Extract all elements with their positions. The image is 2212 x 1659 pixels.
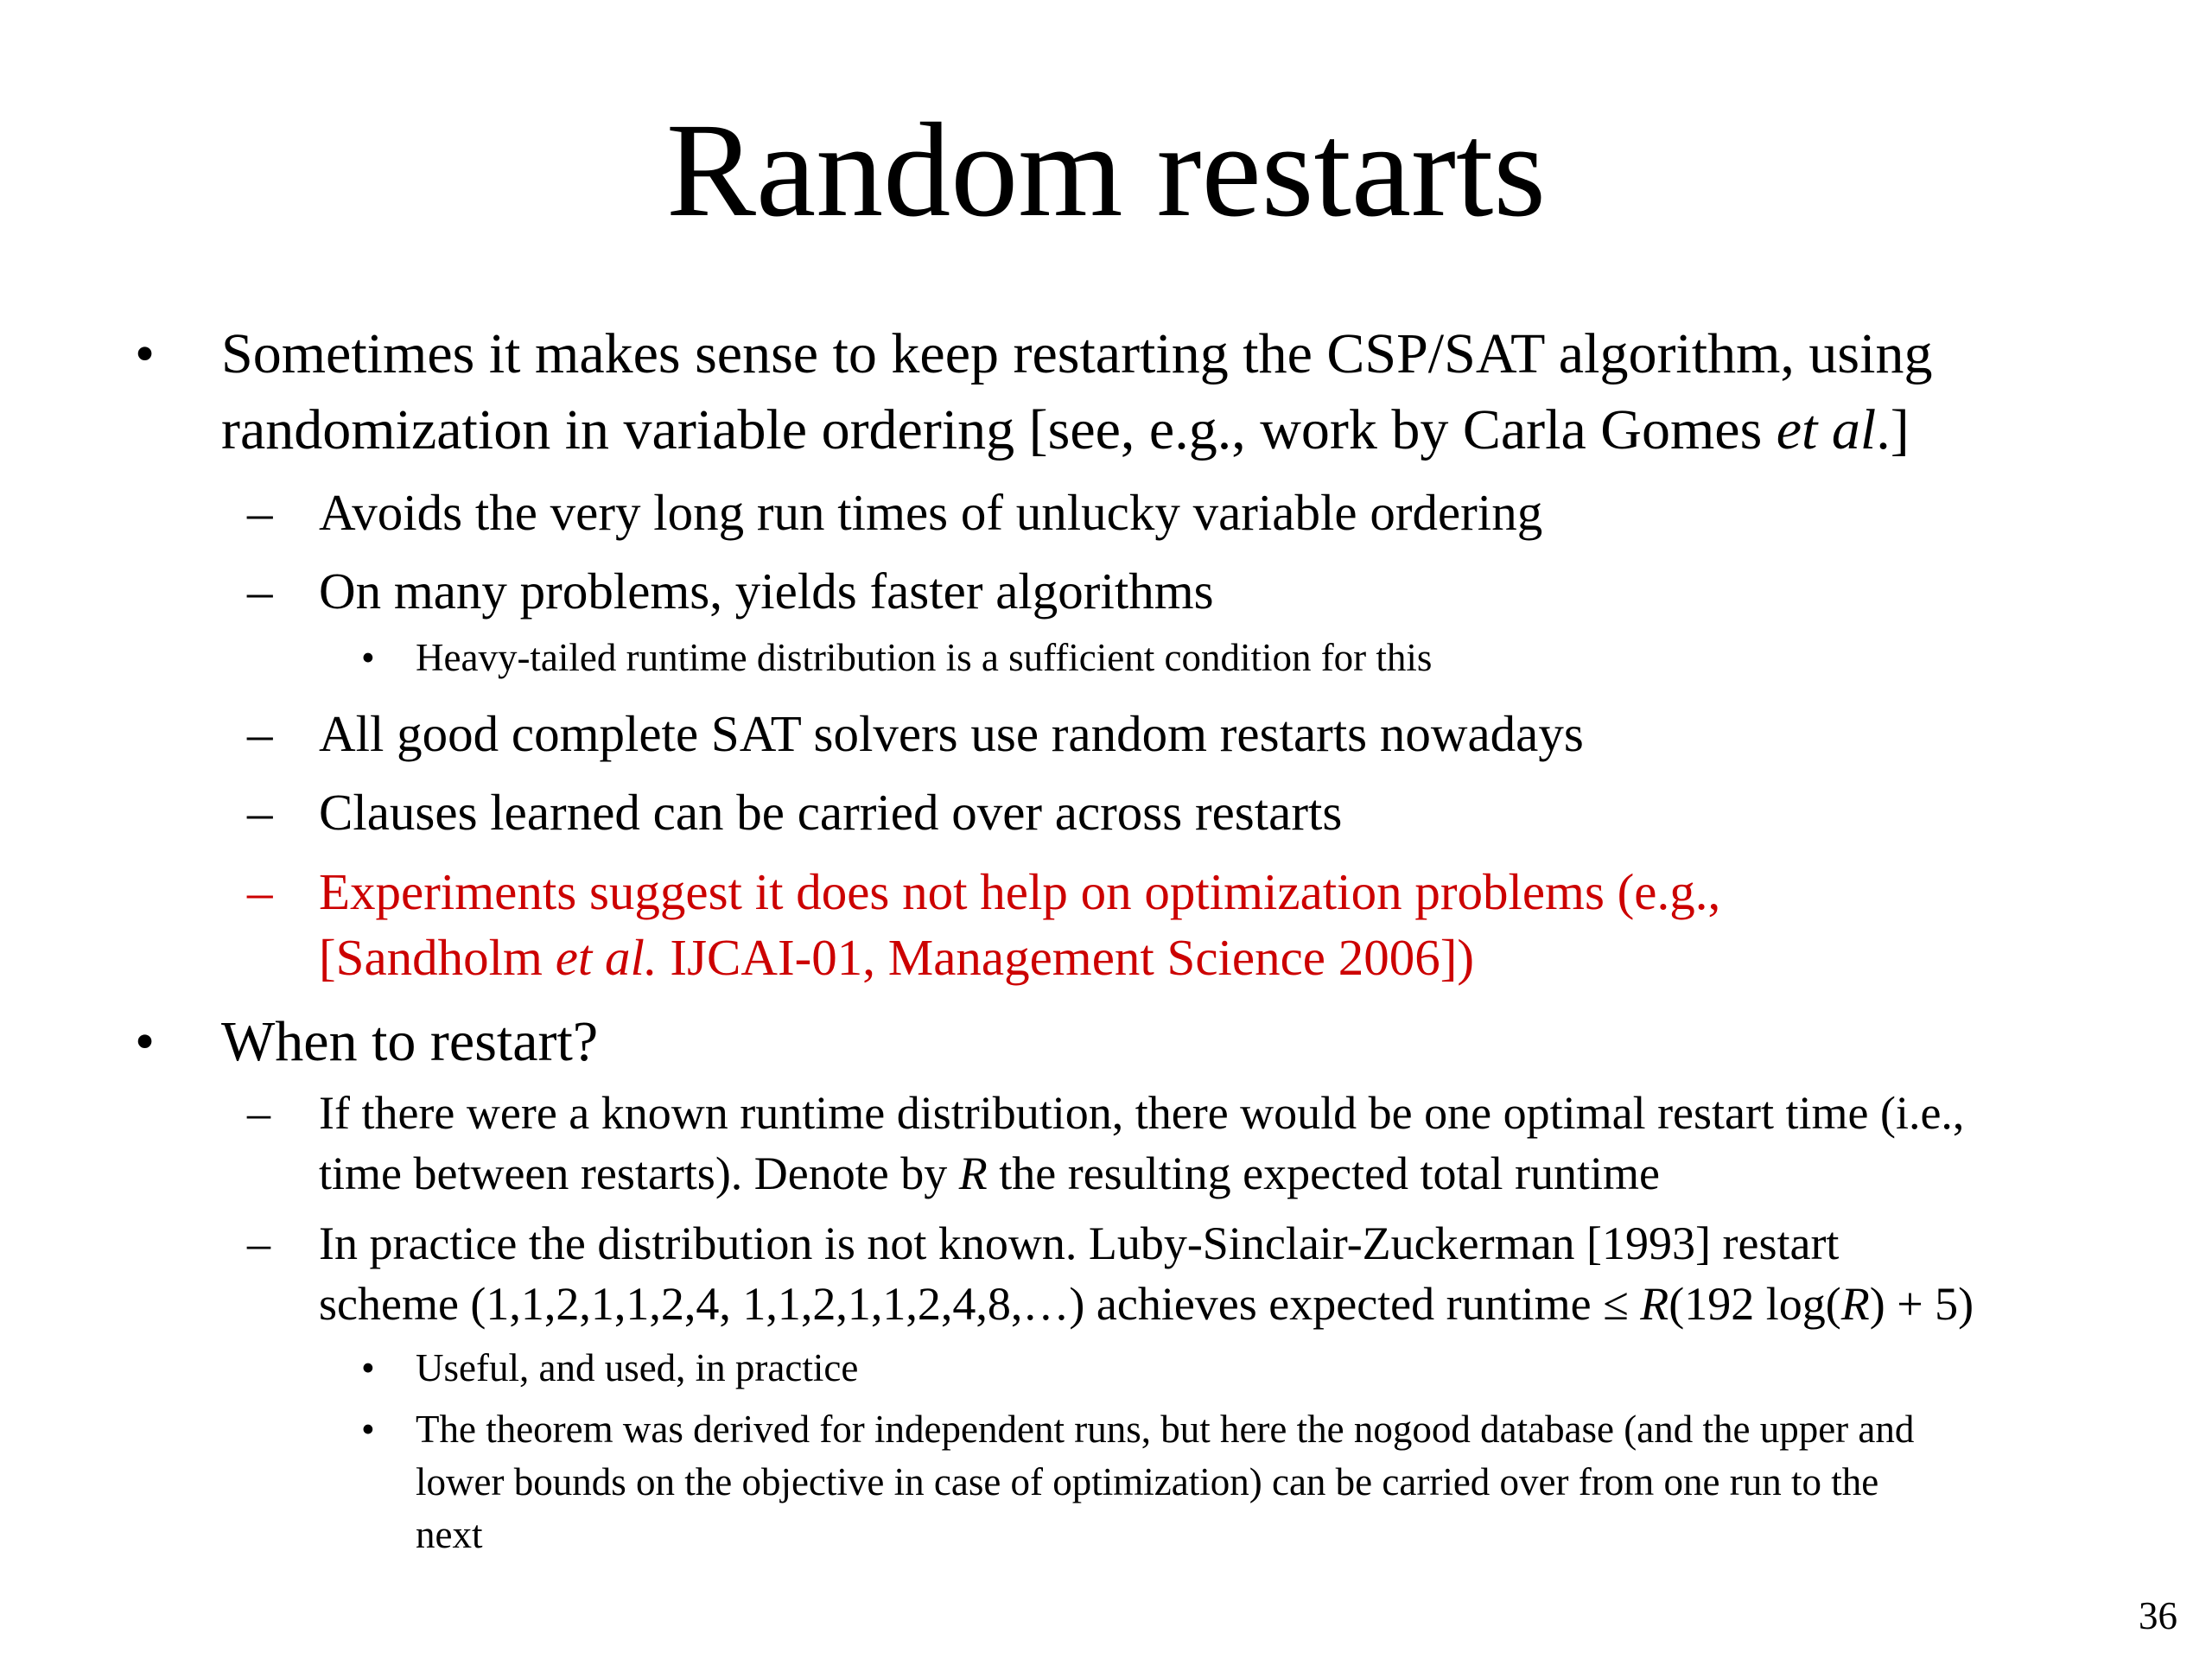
page-number: 36 bbox=[2139, 1594, 2177, 1637]
bullet-text-line: Sometimes it makes sense to keep restarting the CSP/SAT algorithm, using bbox=[221, 322, 1933, 385]
detail-bullet-text: The theorem was derived for independent runs, but here the nogood database (and the upper and bbox=[416, 1408, 1915, 1451]
sub-bullet-text: On many problems, yields faster algorithms bbox=[319, 563, 1214, 620]
bullet-marker: • bbox=[361, 1408, 375, 1451]
sub-bullet-text: In practice the distribution is not known. Luby-Sinclair-Zuckerman [1993] restart bbox=[319, 1217, 1840, 1269]
sub-bullet-text: Avoids the very long run times of unlucky variable ordering bbox=[319, 484, 1543, 541]
italic-text: R bbox=[1840, 1278, 1870, 1330]
text-run: the resulting expected total runtime bbox=[987, 1147, 1660, 1199]
text-run: [Sandholm bbox=[319, 929, 556, 986]
italic-text: R bbox=[958, 1147, 988, 1199]
detail-bullet-text: lower bounds on the objective in case of optimization) can be carried over from one run to the bbox=[416, 1460, 1879, 1503]
bullet-marker: • bbox=[361, 636, 375, 679]
italic-text: et al. bbox=[555, 929, 658, 986]
dash-marker: – bbox=[247, 484, 273, 541]
detail-bullet-text: Heavy-tailed runtime distribution is a sufficient condition for this bbox=[416, 636, 1433, 679]
slide-title: Random restarts bbox=[665, 95, 1547, 245]
bullet-marker: • bbox=[361, 1346, 375, 1389]
text-run: (192 log( bbox=[1669, 1278, 1841, 1330]
dash-marker: – bbox=[247, 784, 273, 841]
dash-marker: – bbox=[247, 863, 273, 920]
highlighted-text-line bbox=[319, 925, 1474, 990]
italic-text: R bbox=[1640, 1278, 1669, 1330]
text-run: scheme (1,1,2,1,1,2,4, 1,1,2,1,1,2,4,8,…) achieves expected runtime ≤ bbox=[319, 1278, 1641, 1330]
sub-bullet-text: If there were a known runtime distribution, there would be one optimal restart time (i.e., bbox=[319, 1087, 1965, 1139]
text-run: IJCAI-01, Management Science 2006]) bbox=[657, 929, 1475, 986]
bullet-marker: • bbox=[135, 322, 156, 385]
dash-marker: – bbox=[247, 563, 273, 620]
text-run: ) + 5) bbox=[1869, 1278, 1974, 1330]
text-run: time between restarts). Denote by bbox=[319, 1147, 959, 1199]
sub-bullet-text: Clauses learned can be carried over across restarts bbox=[319, 784, 1343, 841]
dash-marker: – bbox=[247, 1217, 270, 1269]
bullet-text-line: When to restart? bbox=[221, 1010, 599, 1073]
dash-marker: – bbox=[247, 705, 273, 762]
sub-bullet-text bbox=[319, 1143, 1660, 1204]
bullet-marker: • bbox=[135, 1010, 156, 1073]
sub-bullet-text bbox=[319, 1274, 1974, 1334]
bullet-text-line bbox=[221, 392, 1910, 468]
sub-bullet-text: All good complete SAT solvers use random restarts nowadays bbox=[319, 705, 1584, 762]
detail-bullet-text: Useful, and used, in practice bbox=[416, 1346, 859, 1389]
italic-text: et al bbox=[1776, 398, 1877, 461]
dash-marker: – bbox=[247, 1087, 270, 1139]
detail-bullet-text: next bbox=[416, 1513, 483, 1556]
text-run: .] bbox=[1876, 398, 1910, 461]
highlighted-text-line: Experiments suggest it does not help on optimization problems (e.g., bbox=[319, 863, 1721, 920]
text-run: randomization in variable ordering [see, e.g., work by Carla Gomes bbox=[221, 398, 1777, 461]
